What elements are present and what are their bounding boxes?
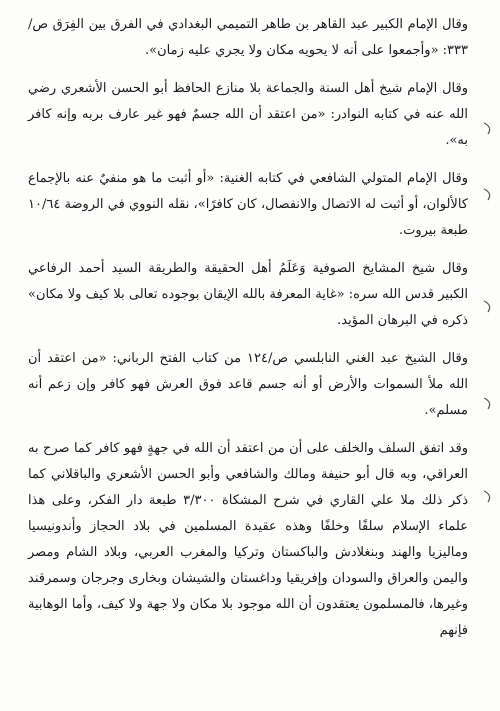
paragraph-consensus: وقد اتفق السلف والخلف على أن من اعتقد أن الله في جهةٍ فهو كافر كما صرح به العراقي، وبه قال أبو حنيفة ومالك والشافعي وأبو الحسن الأشعري والباقلاني كما ذكر ذلك ملا علي القاري في شرح المشكاة ٣/٣٠٠ طبعة دار الفكر، وعلى هذا علماء الإسلام سلفًا وخلفًا وهذه عقيدة المسلمين في بلاد الحجاز وأندونيسيا وماليزيا والهند وبنغلادش والباكستان وتركيا والمغرب العربي، وبلاد الشام ومصر واليمن والعراق والسودان وإفريقيا وداغستان والشيشان وبخارى وجرجان وسمرقند وغيرها، فالمسلمون يعتقدون أن الله موجود بلا مكان ولا جهة ولا كيف، وأما الوهابية فإنهم [28,441,468,638]
margin-hook-icon [482,490,494,504]
paragraph-rifai: وقال شيخ المشايخ الصوفية وَعَلَمُ أهل الحقيقة والطريقة السيد أحمد الرفاعي الكبير قدس الله سره: «غاية المعرفة بالله الإيقان بوجوده تعالى بلا كيف ولا مكان» ذكره في البرهان المؤيد. [28,261,468,328]
text-body [28,12,468,656]
margin-hook-icon [482,188,494,202]
paragraph-baghdadi: وقال الإمام الكبير عبد القاهر بن طاهر التميمي البغدادي في الفرق بين الفِرَق ص/٣٣٣: «وأجمعوا على أنه لا يحويه مكان ولا يجري عليه زمان». [28,17,468,58]
margin-hook-icon [482,397,494,411]
margin-hook-icon [482,300,494,314]
margin-hook-icon [482,122,494,136]
paragraph-nabulsi: وقال الشيخ عبد الغني النابلسي ص/١٢٤ من كتاب الفتح الرباني: «من اعتقد أن الله ملأ السموات والأرض أو أنه جسم قاعد فوق العرش فهو كافر وإن زعم أنه مسلم». [28,351,468,418]
margin-marks [478,0,500,711]
paragraph-mutawalli: وقال الإمام المتولي الشافعي في كتابه الغنية: «أو أثبت ما هو منفيٌ عنه بالإجماع كالألوان، أو أثبت له الاتصال والانفصال، كان كافرًا»، نقله النووي في الروضة ١٠/٦٤ طبعة بيروت. [28,171,468,238]
paragraph-ashari: وقال الإمام شيخ أهل السنة والجماعة بلا منازع الحافظ أبو الحسن الأشعري رضي الله عنه في كتابه النوادر: «من اعتقد أن الله جسمٌ فهو غير عارف بربه وإنه كافر به». [28,81,468,148]
